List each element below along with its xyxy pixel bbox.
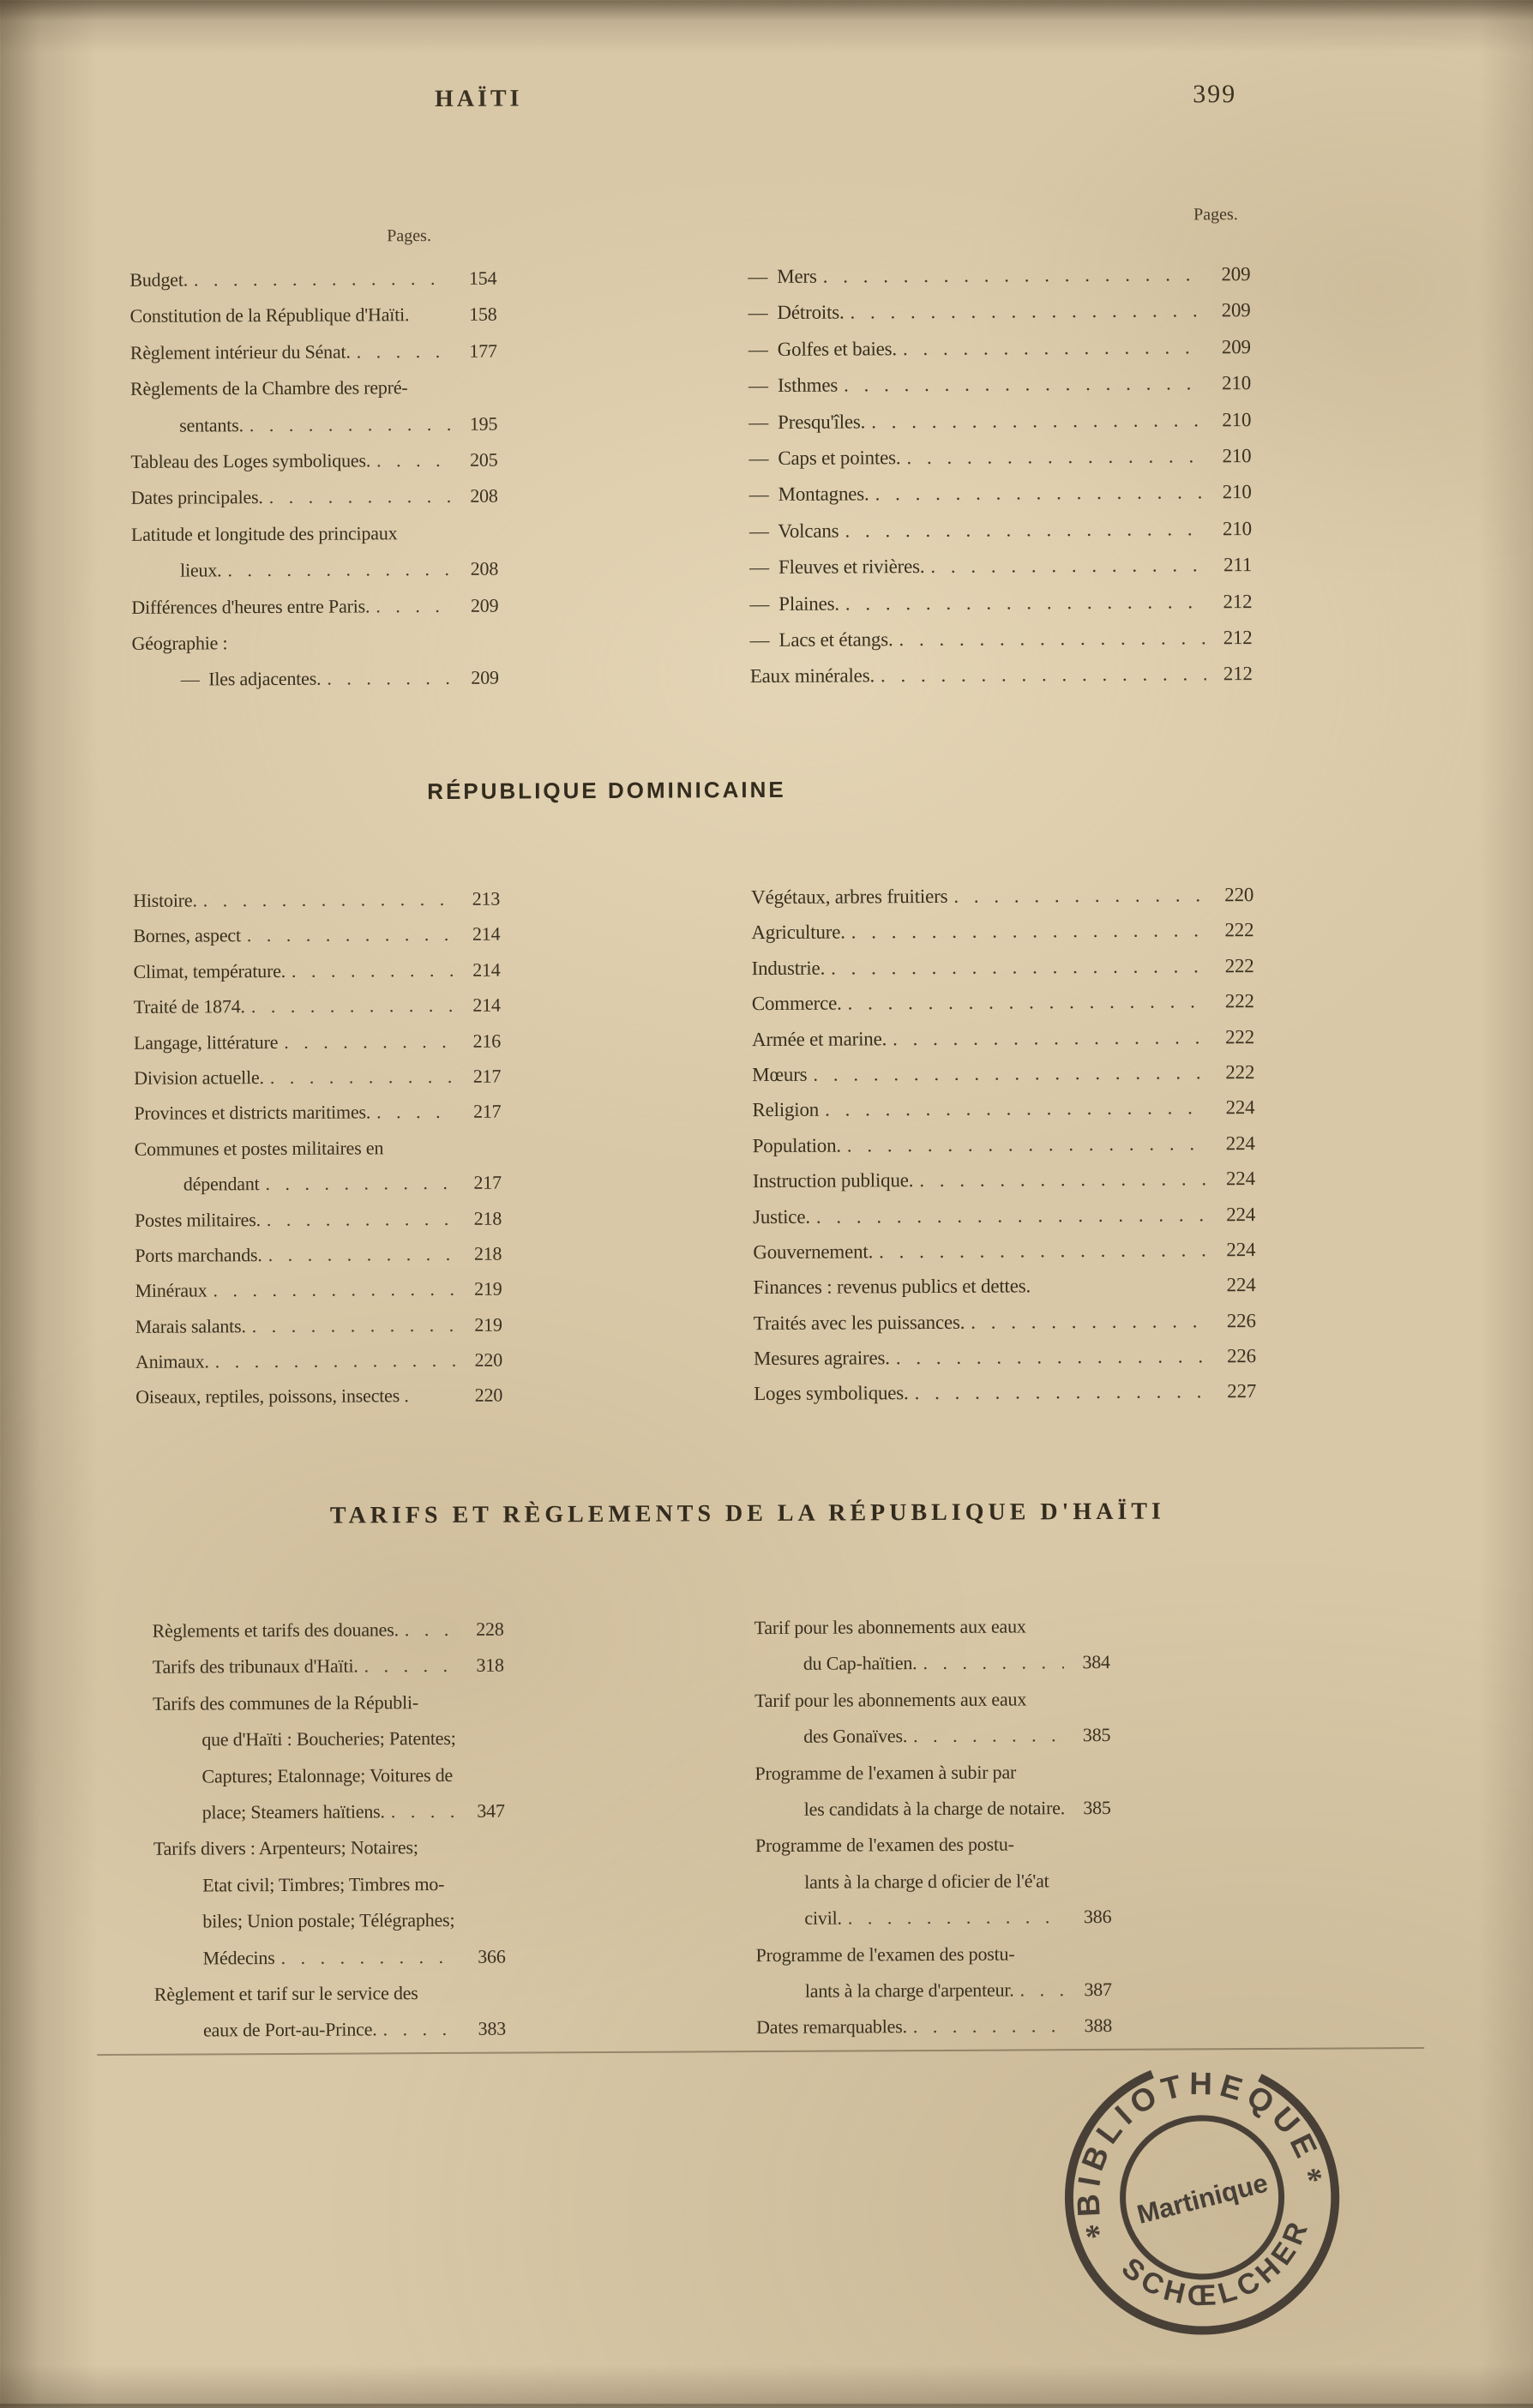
toc-entry-text: Eaux minérales. [750,658,875,695]
toc-entry-text: Règlements de la Chambre des repré- [130,369,408,407]
toc-entry-line [134,1094,501,1132]
toc-entry-line [153,1902,505,1941]
dot-leader [270,1059,455,1096]
toc-entry-text: biles; Union postale; Télégraphes; [202,1902,454,1940]
page-ref: 212 [1212,620,1252,657]
toc-entry-line [754,1608,1109,1647]
toc-entry-text: Justice. [753,1198,810,1234]
page-ref: 216 [461,1023,501,1059]
toc-entry-text: Commerce. [752,986,842,1022]
page-ref: 195 [458,405,497,442]
page-ref: 226 [1217,1338,1256,1374]
page-ref: 222 [1215,983,1254,1019]
toc-entry-line [135,1306,502,1344]
toc-entry-line [756,2008,1112,2046]
page-ref: 219 [462,1271,502,1307]
toc-entry-text: Différences d'heures entre Paris. [131,588,370,626]
toc-column [153,1612,507,2050]
page-ref: 385 [1072,1790,1111,1827]
dot-leader [391,1793,459,1830]
toc-entry-text: — Lacs et étangs. [749,622,893,658]
page-ref: 366 [466,1938,505,1975]
page-ref: 214 [461,988,501,1024]
toc-entry-text: place; Steamers haïtiens. [202,1793,385,1831]
toc-entry-line [748,438,1251,477]
toc-entry-text: des Gonaïves. [803,1718,907,1755]
dot-leader [831,948,1208,986]
dot-leader [971,1303,1210,1340]
toc-entry-text: Règlement intérieur du Sénat. [130,333,351,371]
dot-leader [813,1054,1208,1092]
page-ref: 219 [463,1306,502,1342]
dot-leader [913,2008,1066,2045]
toc-entry-line [130,333,497,371]
dot-leader [930,547,1205,585]
page-number: 399 [1193,80,1236,109]
toc-entry-text: Religion [752,1092,819,1128]
toc-entry-text: Captures; Etalonnage; Voitures de [201,1756,453,1794]
toc-column [129,261,499,699]
page-ref: 318 [465,1648,504,1684]
toc-entry-text: — Presqu'îles. [748,404,865,441]
toc-entry-text: lieux. [180,552,222,589]
page-ref: 220 [1214,877,1253,913]
page-ref: 347 [466,1793,505,1830]
page-ref: 158 [457,297,496,333]
toc-entry-line [135,1271,502,1309]
toc-entry-line [130,369,497,408]
dot-leader [267,1200,455,1237]
toc-entry-line [135,1129,502,1167]
page-ref: 385 [1071,1717,1110,1754]
toc-entry-line [754,1717,1110,1756]
page-ref: 217 [461,1094,501,1130]
page-ref: 222 [1215,1019,1254,1055]
toc-entry-line [748,402,1251,441]
dot-leader [269,478,452,516]
toc-entry-text: Postes militaires. [135,1202,261,1238]
toc-entry-text: Programme de l'examen des postu- [755,1936,1014,1973]
dot-leader [249,405,452,443]
dot-leader [875,475,1205,513]
toc-entry-line [749,584,1252,622]
toc-entry-line [755,1790,1111,1829]
page-ref: 388 [1073,2008,1112,2045]
toc-entry-line [756,1972,1112,2010]
toc-entry-line [754,1303,1256,1341]
dot-leader [919,1161,1209,1198]
toc-entry-text: Loges symboliques. [754,1376,909,1412]
toc-column [751,877,1256,1412]
dot-leader [268,1236,456,1273]
toc-entry-text: eaux de Port-au-Prince. [203,2012,377,2049]
running-title: HAÏTI [397,85,560,113]
page-ref: 210 [1211,438,1251,475]
toc-entry-text: Constitution de la République d'Haïti. [129,297,409,335]
toc-entry-text: Instruction publique. [753,1162,914,1198]
toc-entry-text: Oiseaux, reptiles, poissons, insectes . [135,1378,409,1415]
toc-entry-text: Armée et marine. [752,1021,887,1057]
toc-entry-line [755,1863,1111,1901]
toc-entry-text: — Plaines. [749,585,839,622]
toc-entry-text: — Golfes et baies. [748,331,897,368]
dot-leader [203,881,454,918]
stamp-center-text: Martinique [1134,2168,1271,2230]
toc-entry-text: — Volcans [749,513,839,549]
toc-entry-line [135,1342,502,1380]
toc-entry-line [754,1338,1256,1376]
toc-entry-line [153,1756,504,1795]
toc-entry-text: Langage, littérature [134,1024,278,1060]
page-ref: 217 [462,1165,502,1201]
page-ref: 217 [461,1059,501,1095]
dot-leader [357,333,451,370]
page-ref: 214 [460,916,500,952]
toc-entry-text: — Mers [748,259,817,296]
toc-entry-text: Animaux. [135,1343,209,1379]
page-ref: 209 [1211,292,1250,329]
dot-leader [252,1307,456,1344]
toc-entry-text: Géographie : [131,625,227,662]
toc-entry-line [133,916,500,954]
toc-entry-line [748,365,1251,404]
page-ref: 224 [1216,1197,1255,1233]
page-ref: 218 [462,1236,502,1272]
toc-entry-line [153,1938,505,1977]
toc-entry-text: — Fleuves et rivières. [749,549,924,585]
dot-leader [247,916,454,953]
toc-entry-text: Climat, température. [133,953,286,989]
toc-entry-text: Minéraux [135,1273,207,1309]
dot-leader [845,584,1206,622]
library-stamp [1010,2006,1393,2389]
toc-entry-line [753,1267,1255,1305]
dot-leader [227,551,452,589]
toc-entry-line [153,1684,504,1722]
toc-entry-line [755,1899,1111,1937]
toc-entry-line [131,551,498,590]
pages-column-label-left: Pages. [362,226,456,247]
dot-leader [376,442,452,479]
toc-entry-text: lants à la charge d oficier de l'é'at [804,1863,1049,1901]
toc-entry-line [131,587,498,626]
page-ref: 209 [460,660,499,697]
toc-entry-line [154,2011,506,2050]
dot-leader [825,1090,1209,1128]
dot-leader [953,877,1207,914]
toc-entry-line [753,1126,1255,1163]
toc-entry-text: Programme de l'examen des postu- [755,1827,1014,1865]
dot-leader [382,2011,460,2048]
toc-entry-line [748,256,1250,295]
toc-entry-text: — Détroits. [748,295,844,332]
page-ref: 222 [1214,948,1253,984]
toc-entry-line [130,442,497,481]
dot-leader [280,1938,459,1975]
toc-entry-text: civil. [804,1901,842,1937]
page-ref: 387 [1073,1972,1112,2009]
toc-entry-text: Programme de l'examen à subir par [754,1754,1016,1792]
dot-leader [848,1899,1066,1937]
dot-leader [364,1648,458,1684]
dot-leader [871,402,1205,440]
toc-entry-line [153,1720,504,1759]
dot-leader [251,988,454,1024]
page-ref: 210 [1212,511,1252,548]
toc-entry-line [749,511,1252,549]
dot-leader [1019,1972,1065,2009]
toc-entry-line [130,405,497,444]
toc-entry-text: Tarifs divers : Arpenteurs; Notaires; [153,1829,418,1867]
page-ref: 214 [460,952,500,988]
toc-entry-line [154,1975,506,2014]
page-ref: 154 [457,261,496,297]
toc-entry-line [131,478,498,517]
page-ref: 211 [1212,547,1252,584]
dot-leader [899,620,1205,658]
page-ref: 228 [464,1612,503,1648]
toc-entry-text: Tableau des Loges symboliques. [130,442,370,480]
toc-entry-line [153,1865,505,1904]
toc-entry-text: Dates remarquables. [756,2009,907,2045]
dot-leader [265,1165,455,1202]
toc-entry-text: Latitude et longitude des principaux [131,515,398,553]
toc-entry-line [751,877,1253,915]
toc-entry-text: — Caps et pointes. [748,440,900,477]
toc-entry-text: Communes et postes militaires en [135,1130,384,1167]
toc-entry-text: Population. [753,1127,841,1163]
toc-entry-line [752,1090,1254,1127]
toc-entry-text: que d'Haïti : Boucheries; Patentes; [201,1720,456,1758]
toc-entry-text: Tarifs des communes de la Républi- [153,1684,418,1722]
toc-entry-line [129,297,496,335]
toc-entry-line [754,1373,1256,1411]
dot-leader [816,1197,1209,1234]
toc-entry-text: Tarif pour les abonnements aux eaux [754,1681,1026,1719]
dot-leader [850,293,1204,332]
toc-entry-line [751,912,1253,950]
toc-entry-text: Etat civil; Timbres; Timbres mo- [202,1866,444,1904]
page-ref: 224 [1216,1126,1255,1162]
page-ref: 384 [1071,1644,1110,1681]
dot-leader [845,511,1205,549]
page-ref: 222 [1215,1054,1254,1090]
dot-leader [896,1338,1210,1375]
dot-leader [906,438,1205,476]
dot-leader [284,1023,454,1059]
dot-leader [879,1232,1209,1269]
page-ref: 210 [1212,474,1252,511]
toc-entry-line [750,656,1253,694]
toc-entry-text: Traité de 1874. [134,988,245,1024]
toc-entry-text: Bornes, aspect [133,918,241,954]
page-ref: 209 [1211,329,1251,366]
page-ref: 220 [463,1342,502,1378]
toc-entry-text: — Montagnes. [749,477,869,513]
toc-entry-text: Tarif pour les abonnements aux eaux [754,1608,1025,1646]
toc-entry-text: Gouvernement. [753,1234,873,1270]
toc-entry-line [131,624,498,663]
page-ref: 218 [462,1200,502,1236]
toc-entry-line [755,1935,1111,1973]
toc-entry-text: Règlement et tarif sur le service des [154,1975,418,2013]
toc-entry-line [752,983,1254,1021]
page-ref: 208 [459,551,498,588]
toc-entry-text: Ports marchands. [135,1237,262,1273]
toc-entry-text: les candidats à la charge de notaire. [804,1790,1066,1828]
section-heading-tarifs-et-reglements: TARIFS ET RÈGLEMENTS DE LA RÉPUBLIQUE D'HAÏTI [216,1498,1279,1530]
page-ref: 224 [1216,1267,1255,1303]
toc-entry-text: Mesures agraires. [754,1340,890,1376]
dot-leader [847,1126,1209,1163]
page-ref: 208 [459,478,498,515]
toc-entry-line [135,1378,502,1415]
toc-column [133,881,502,1415]
toc-entry-line [129,261,496,299]
dot-leader [881,657,1206,694]
toc-entry-text: Division actuelle. [134,1060,264,1096]
page-ref: 224 [1216,1161,1255,1197]
toc-entry-text: du Cap-haïtien. [803,1645,917,1682]
page-ref: 383 [466,2011,506,2048]
dot-leader [844,365,1205,404]
toc-entry-line [751,948,1253,986]
pages-column-label-right: Pages. [1164,205,1267,225]
toc-entry-text: Industrie. [751,950,825,986]
dot-leader [914,1374,1210,1411]
toc-entry-line [748,329,1251,368]
dot-leader [405,1612,458,1648]
page-ref: 212 [1213,656,1253,693]
toc-entry-line [753,1197,1255,1234]
dot-leader [213,1271,455,1308]
toc-entry-line [135,1236,502,1274]
page-ref: 227 [1217,1373,1256,1409]
dot-leader [194,261,451,298]
toc-entry-text: Provinces et districts maritimes. [134,1095,370,1132]
toc-entry-line [755,1826,1111,1865]
toc-entry-text: Finances : revenus publics et dettes. [753,1269,1031,1306]
toc-entry-line [749,474,1252,513]
page-ref: 222 [1214,912,1253,948]
toc-entry-line [752,1054,1254,1092]
dot-leader [851,913,1208,951]
dot-leader [848,983,1208,1021]
page-ref: 224 [1216,1232,1255,1268]
toc-entry-line [135,1200,502,1238]
toc-entry-line [754,1681,1110,1720]
toc-column [754,1608,1112,2046]
dot-leader [292,952,454,988]
toc-entry-line [749,620,1252,658]
toc-entry-text: Agriculture. [751,915,845,951]
stamp-arc-bottom-text: SCHŒLCHER [1110,2207,1331,2334]
dot-leader [913,1717,1064,1754]
page-ref: 210 [1211,402,1251,439]
page-ref: 177 [458,333,497,369]
toc-entry-text: — Iles adjacentes. [181,661,322,698]
toc-entry-line [153,1829,505,1868]
toc-column [748,256,1253,695]
leader-spacer [1031,1292,1213,1293]
toc-entry-line [153,1793,505,1832]
toc-entry-text: Médecins [202,1940,274,1977]
page-ref: 213 [460,881,500,917]
dot-leader [376,1094,455,1130]
toc-entry-line [753,1232,1255,1270]
toc-entry-line [134,1023,501,1060]
toc-entry-text: Mœurs [752,1057,807,1093]
page-ref: 212 [1212,584,1252,621]
toc-entry-text: — Isthmes [748,368,838,405]
toc-entry-text: Tarifs des tribunaux d'Haïti. [153,1648,358,1686]
toc-entry-line [753,1161,1255,1198]
dot-leader [893,1019,1208,1056]
toc-entry-line [754,1644,1110,1683]
page-ref: 226 [1217,1303,1256,1339]
toc-entry-line [752,1019,1254,1057]
toc-entry-text: Végétaux, arbres fruitiers [751,879,947,916]
toc-entry-text: lants à la charge d'arpenteur. [805,1972,1014,2009]
dot-leader [215,1342,456,1379]
dot-leader [327,660,453,697]
toc-entry-line [133,952,500,989]
page-ref: 209 [459,587,498,624]
toc-entry-line [131,514,498,553]
toc-entry-line [153,1612,504,1650]
toc-entry-text: Règlements et tarifs des douanes. [153,1612,399,1649]
toc-entry-text: Budget. [129,262,188,299]
toc-entry-line [132,660,499,699]
toc-entry-text: Marais salants. [135,1308,246,1344]
stamp-arc-top-text: BIBLIOTHEQUE [1042,2038,1328,2225]
page-ref: 205 [458,442,497,479]
section-heading-republique-dominicaine: RÉPUBLIQUE DOMINICAINE [340,776,872,805]
toc-entry-text: sentants. [179,407,243,444]
toc-entry-line [134,988,501,1025]
page-ref: 220 [463,1378,502,1414]
page-ref: 224 [1215,1090,1254,1126]
dot-leader [376,587,452,624]
dot-leader [903,329,1205,367]
toc-entry-line [133,881,500,919]
toc-entry-line [754,1753,1110,1792]
dot-leader [923,1645,1064,1682]
page-ref: 209 [1211,256,1250,293]
toc-entry-line [134,1059,501,1096]
dot-leader [823,256,1205,295]
toc-entry-line [748,292,1250,331]
page-ref: 210 [1211,365,1251,402]
toc-entry-line [153,1648,504,1686]
toc-entry-line [135,1165,502,1203]
toc-entry-line [749,547,1252,585]
stamp-star-left-icon: * [1082,2217,1107,2255]
toc-entry-text: Traités avec les puissances. [754,1304,965,1341]
page-ref: 386 [1072,1899,1111,1936]
toc-entry-text: dépendant [183,1166,260,1202]
toc-entry-text: Dates principales. [131,479,263,516]
toc-entry-text: Histoire. [133,882,197,918]
stamp-star-right-icon: * [1303,2160,1328,2199]
